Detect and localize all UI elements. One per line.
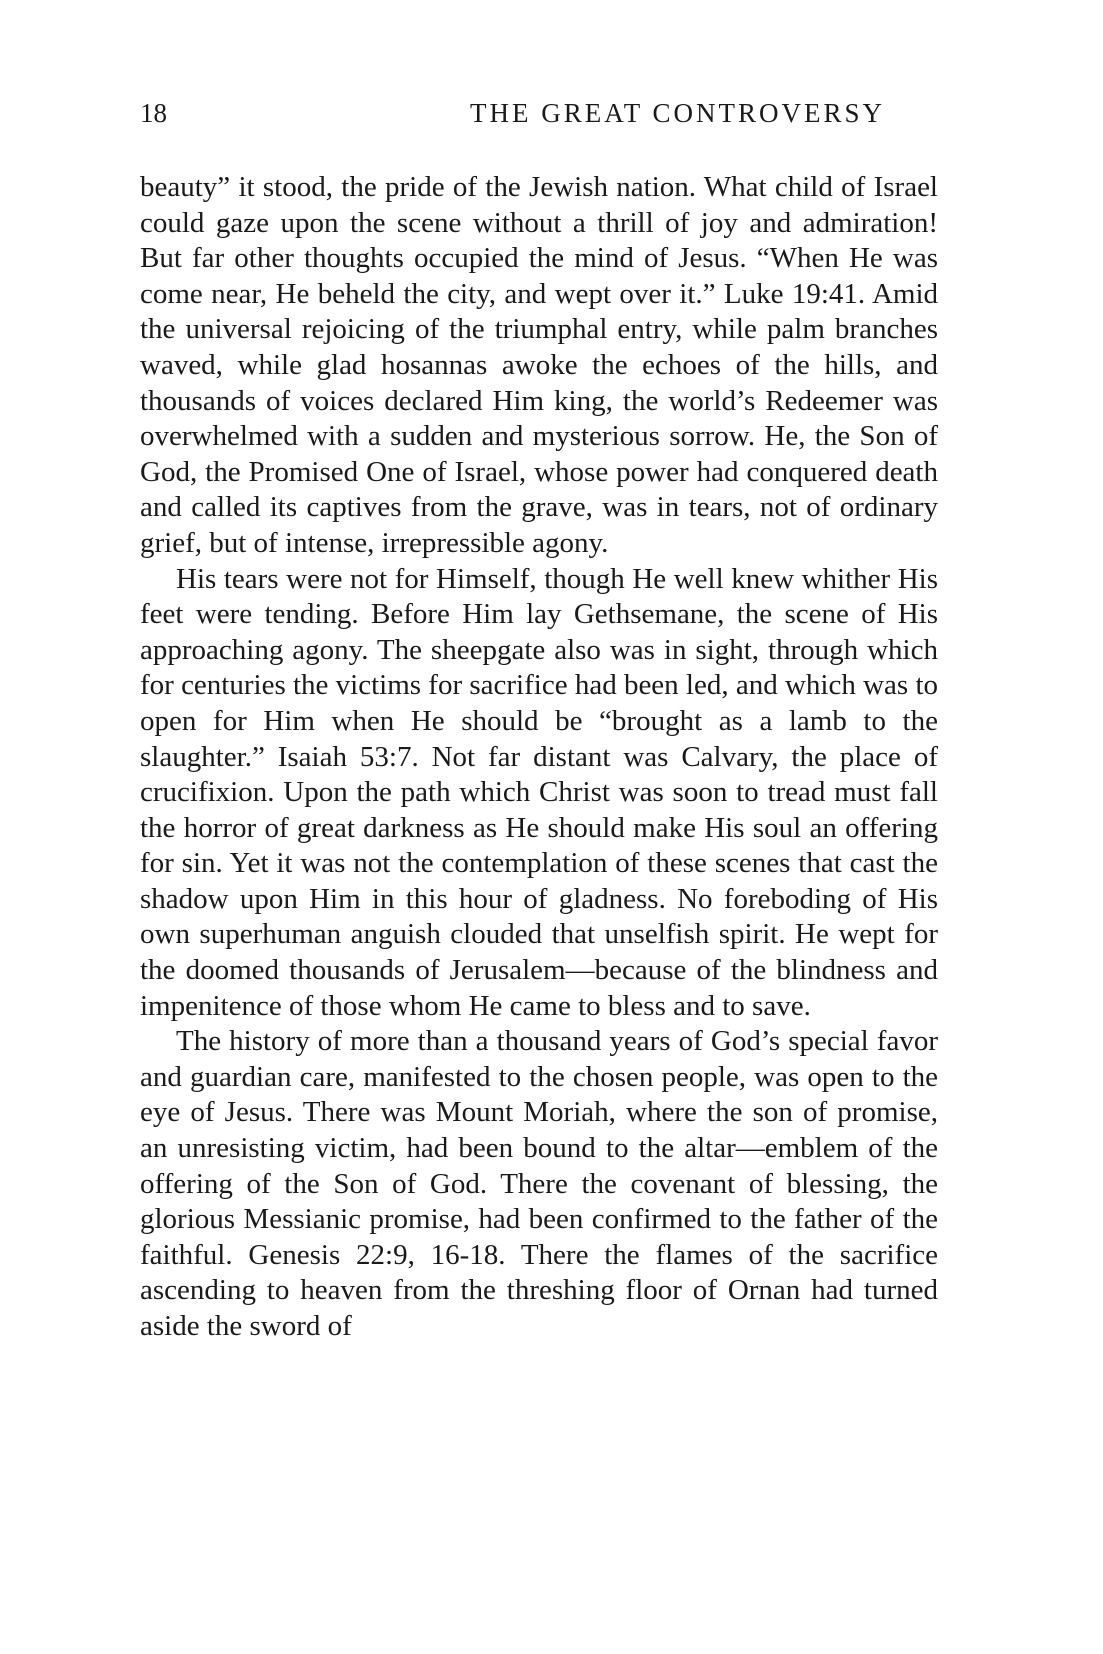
running-title: THE GREAT CONTROVERSY	[470, 98, 886, 128]
page-number: 18	[140, 98, 167, 128]
body-text	[140, 170, 938, 1345]
running-head	[140, 93, 938, 133]
paragraph-2: His tears were not for Himself, though He well knew whither His feet were tending. Before Him lay Gethsemane, the scene of His approaching agony. The sheepgate also was in sight, through which for centuries the victims for sacrifice had been led, and which was to open for Him when He should be “brought as a lamb to the slaughter.” Isaiah 53:7. Not far distant was Calvary, the place of crucifixion. Upon the path which Christ was soon to tread must fall the horror of great darkness as He should make His soul an offering for sin. Yet it was not the contemplation of these scenes that cast the shadow upon Him in this hour of gladness. No foreboding of His own superhuman anguish clouded that unselfish spirit. He wept for the doomed thousands of Jerusalem—because of the blindness and impenitence of those whom He came to bless and to save.	[140, 562, 939, 1022]
paragraph-1: beauty” it stood, the pride of the Jewish nation. What child of Israel could gaze upon the scene without a thrill of joy and admiration! But far other thoughts occupied the mind of Jesus. “When He was come near, He beheld the city, and wept over it.” Luke 19:41. Amid the universal rejoicing of the triumphal entry, while palm branches waved, while glad hosannas awoke the echoes of the hills, and thousands of voices declared Him king, the world’s Redeemer was overwhelmed with a sudden and mysterious sorrow. He, the Son of God, the Promised One of Israel, whose power had conquered death and called its captives from the grave, was in tears, not of ordinary grief, but of intense, irrepressible agony.	[140, 171, 938, 559]
paragraph-3: The history of more than a thousand years of God’s special favor and guardian care, manifested to the chosen people, was open to the eye of Jesus. There was Mount Moriah, where the son of promise, an unresisting victim, had been bound to the altar—emblem of the offering of the Son of God. There the covenant of blessing, the glorious Messianic promise, had been confirmed to the father of the faithful. Genesis 22:9, 16-18. There the flames of the sacrifice ascending to heaven from the threshing floor of Ornan had turned aside the sword of	[140, 1025, 938, 1342]
